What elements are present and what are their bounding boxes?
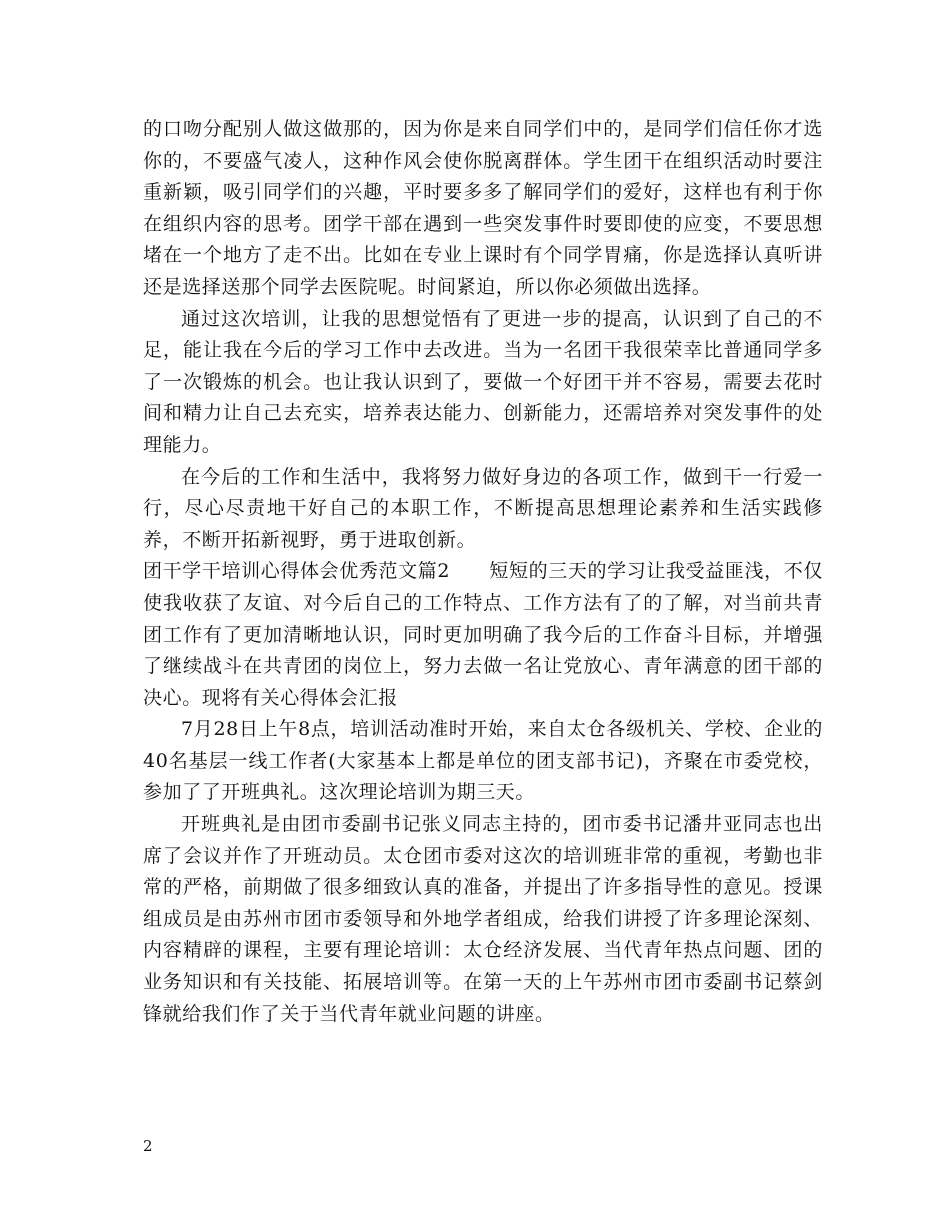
paragraph-future-work: 在今后的工作和生活中，我将努力做好身边的各项工作，做到干一行爱一行，尽心尽责地干好自己的本职工作，不断提高思想理论素养和生活实践修养，不断开拓新视野，勇于进取创新。	[143, 465, 823, 551]
paragraph-essay-2-heading: 团干学干培训心得体会优秀范文篇2 短短的三天的学习让我受益匪浅，不仅使我收获了友谊、对今后自己的工作特点、工作方法有了的了解，对当前共青团工作有了更加清晰地认识，同时更加明确了我今后的工作奋斗目标，并增强了继续战斗在共青团的岗位上，努力去做一名让党放心、青年满意的团干部的决心。现将有关心得体会汇报	[143, 560, 823, 709]
paragraph-continuation: 的口吻分配别人做这做那的，因为你是来自同学们中的，是同学们信任你才选你的，不要盛气凌人，这种作风会使你脱离群体。学生团干在组织活动时要注重新颖，吸引同学们的兴趣，平时要多多了解同学们的爱好，这样也有利于你在组织内容的思考。团学干部在遇到一些突发事件时要即使的应变，不要思想堵在一个地方了走不出。比如在专业上课时有个同学胃痛，你是选择认真听讲还是选择送那个同学去医院呢。时间紧迫，所以你必须做出选择。	[143, 118, 823, 298]
paragraph-training-start: 7月28日上午8点，培训活动准时开始，来自太仓各级机关、学校、企业的40名基层一线工作者(大家基本上都是单位的团支部书记)，齐聚在市委党校，参加了了开班典礼。这次理论培训为期三天。	[143, 718, 823, 804]
document-body	[143, 114, 823, 1030]
page-number: 2	[143, 1137, 153, 1155]
paragraph-training-reflection: 通过这次培训，让我的思想觉悟有了更进一步的提高，认识到了自己的不足，能让我在今后的学习工作中去改进。当为一名团干我很荣幸比普通同学多了一次锻炼的机会。也让我认识到了，要做一个好团干并不容易，需要去花时间和精力让自己去充实，培养表达能力、创新能力，还需培养对突发事件的处理能力。	[143, 307, 823, 456]
paragraph-opening-ceremony: 开班典礼是由团市委副书记张义同志主持的，团市委书记潘井亚同志也出席了会议并作了开班动员。太仓团市委对这次的培训班非常的重视，考勤也非常的严格，前期做了很多细致认真的准备，并提出了许多指导性的意见。授课组成员是由苏州市团市委领导和外地学者组成，给我们讲授了许多理论深刻、内容精辟的课程，主要有理论培训：太仓经济发展、当代青年热点问题、团的业务知识和有关技能、拓展培训等。在第一天的上午苏州市团市委副书记蔡剑锋就给我们作了关于当代青年就业问题的讲座。	[143, 813, 823, 1025]
